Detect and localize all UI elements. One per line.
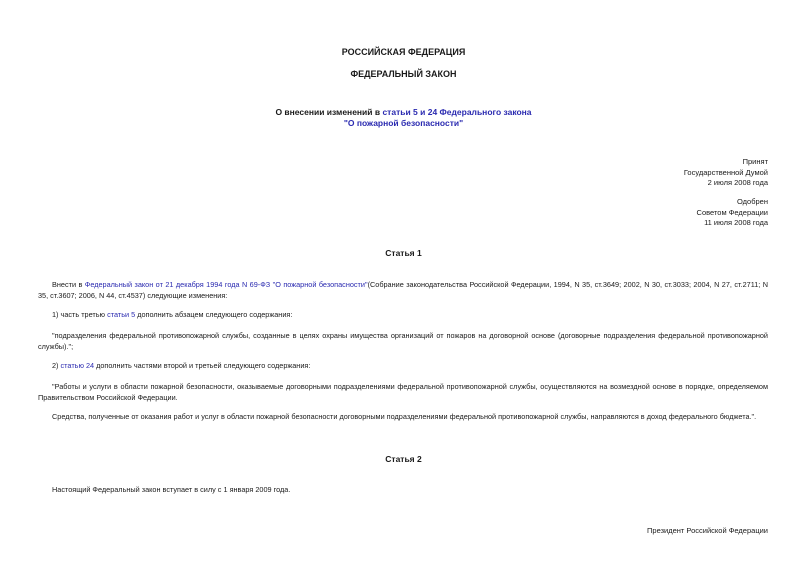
article1-heading: Статья 1 [385,248,422,258]
article1-quote2: "Работы и услуги в области пожарной безопасности, оказываемые договорными подразделениями федеральной противопожарной службы, осуществляются на возмездной основе в порядке, определяемом Правительством Российской Федерации. [38,382,768,402]
accepted-date: 2 июля 2008 года [707,178,768,187]
header-doc-type: ФЕДЕРАЛЬНЫЙ ЗАКОН [350,69,457,79]
approved-date: 11 июля 2008 года [704,218,768,227]
article1-item1 [38,309,768,320]
article1-intro [38,279,768,301]
accepted-by: Государственной Думой [683,167,768,177]
article1-item2 [38,360,768,371]
article2-text: Настоящий Федеральный закон вступает в силу с 1 января 2009 года. [52,485,291,494]
item1-suffix: дополнить абзацем следующего содержания: [135,310,293,319]
item1-prefix: 1) часть третью [52,310,108,319]
title-link-articles[interactable]: статьи 5 и 24 Федерального закона [382,107,532,117]
intro-law-link[interactable]: Федеральный закон от 21 декабря 1994 года N 69-ФЗ "О пожарной безопасности" [84,280,368,289]
article1-quote3: Средства, полученные от оказания работ и услуг в области пожарной безопасности договорными подразделениями федеральной противопожарной службы, направляются в доход федерального бюджета.". [52,412,757,421]
law-title-prefix: О внесении изменений в [275,107,383,117]
intro-suffix: (Собрание законодательства Российской Федерации, 1994, N 35, ст.3649; 2002, N 30, ст.3033; 2004, N 27, ст.2711; N 35, ст.3607; 2006, N 44, ст.4537) следующие изменения: [38,280,768,300]
article5-link[interactable]: статьи 5 [107,310,136,319]
title-link-law-name[interactable]: "О пожарной безопасности" [343,118,464,128]
intro-prefix: Внести в [52,280,85,289]
accepted-label: Принят [742,157,768,166]
item2-suffix: дополнить частями второй и третьей следующего содержания: [94,361,311,370]
item2-prefix: 2) [52,361,61,370]
article24-link[interactable]: статью 24 [60,361,95,370]
article1-quote1: "подразделения федеральной противопожарной службы, созданные в целях охраны имущества организаций от пожаров на договорной основе (договорные подразделения федеральной противопожарной службы)."; [38,331,768,351]
law-title [0,107,807,129]
article2-heading: Статья 2 [385,454,422,464]
signature-title: Президент Российской Федерации [647,526,768,535]
approved-label: Одобрен [737,197,768,206]
adoption-accepted [684,157,768,189]
adoption-approved [697,197,768,229]
approved-by: Советом Федерации [696,207,768,217]
header-country: РОССИЙСКАЯ ФЕДЕРАЦИЯ [341,47,466,57]
